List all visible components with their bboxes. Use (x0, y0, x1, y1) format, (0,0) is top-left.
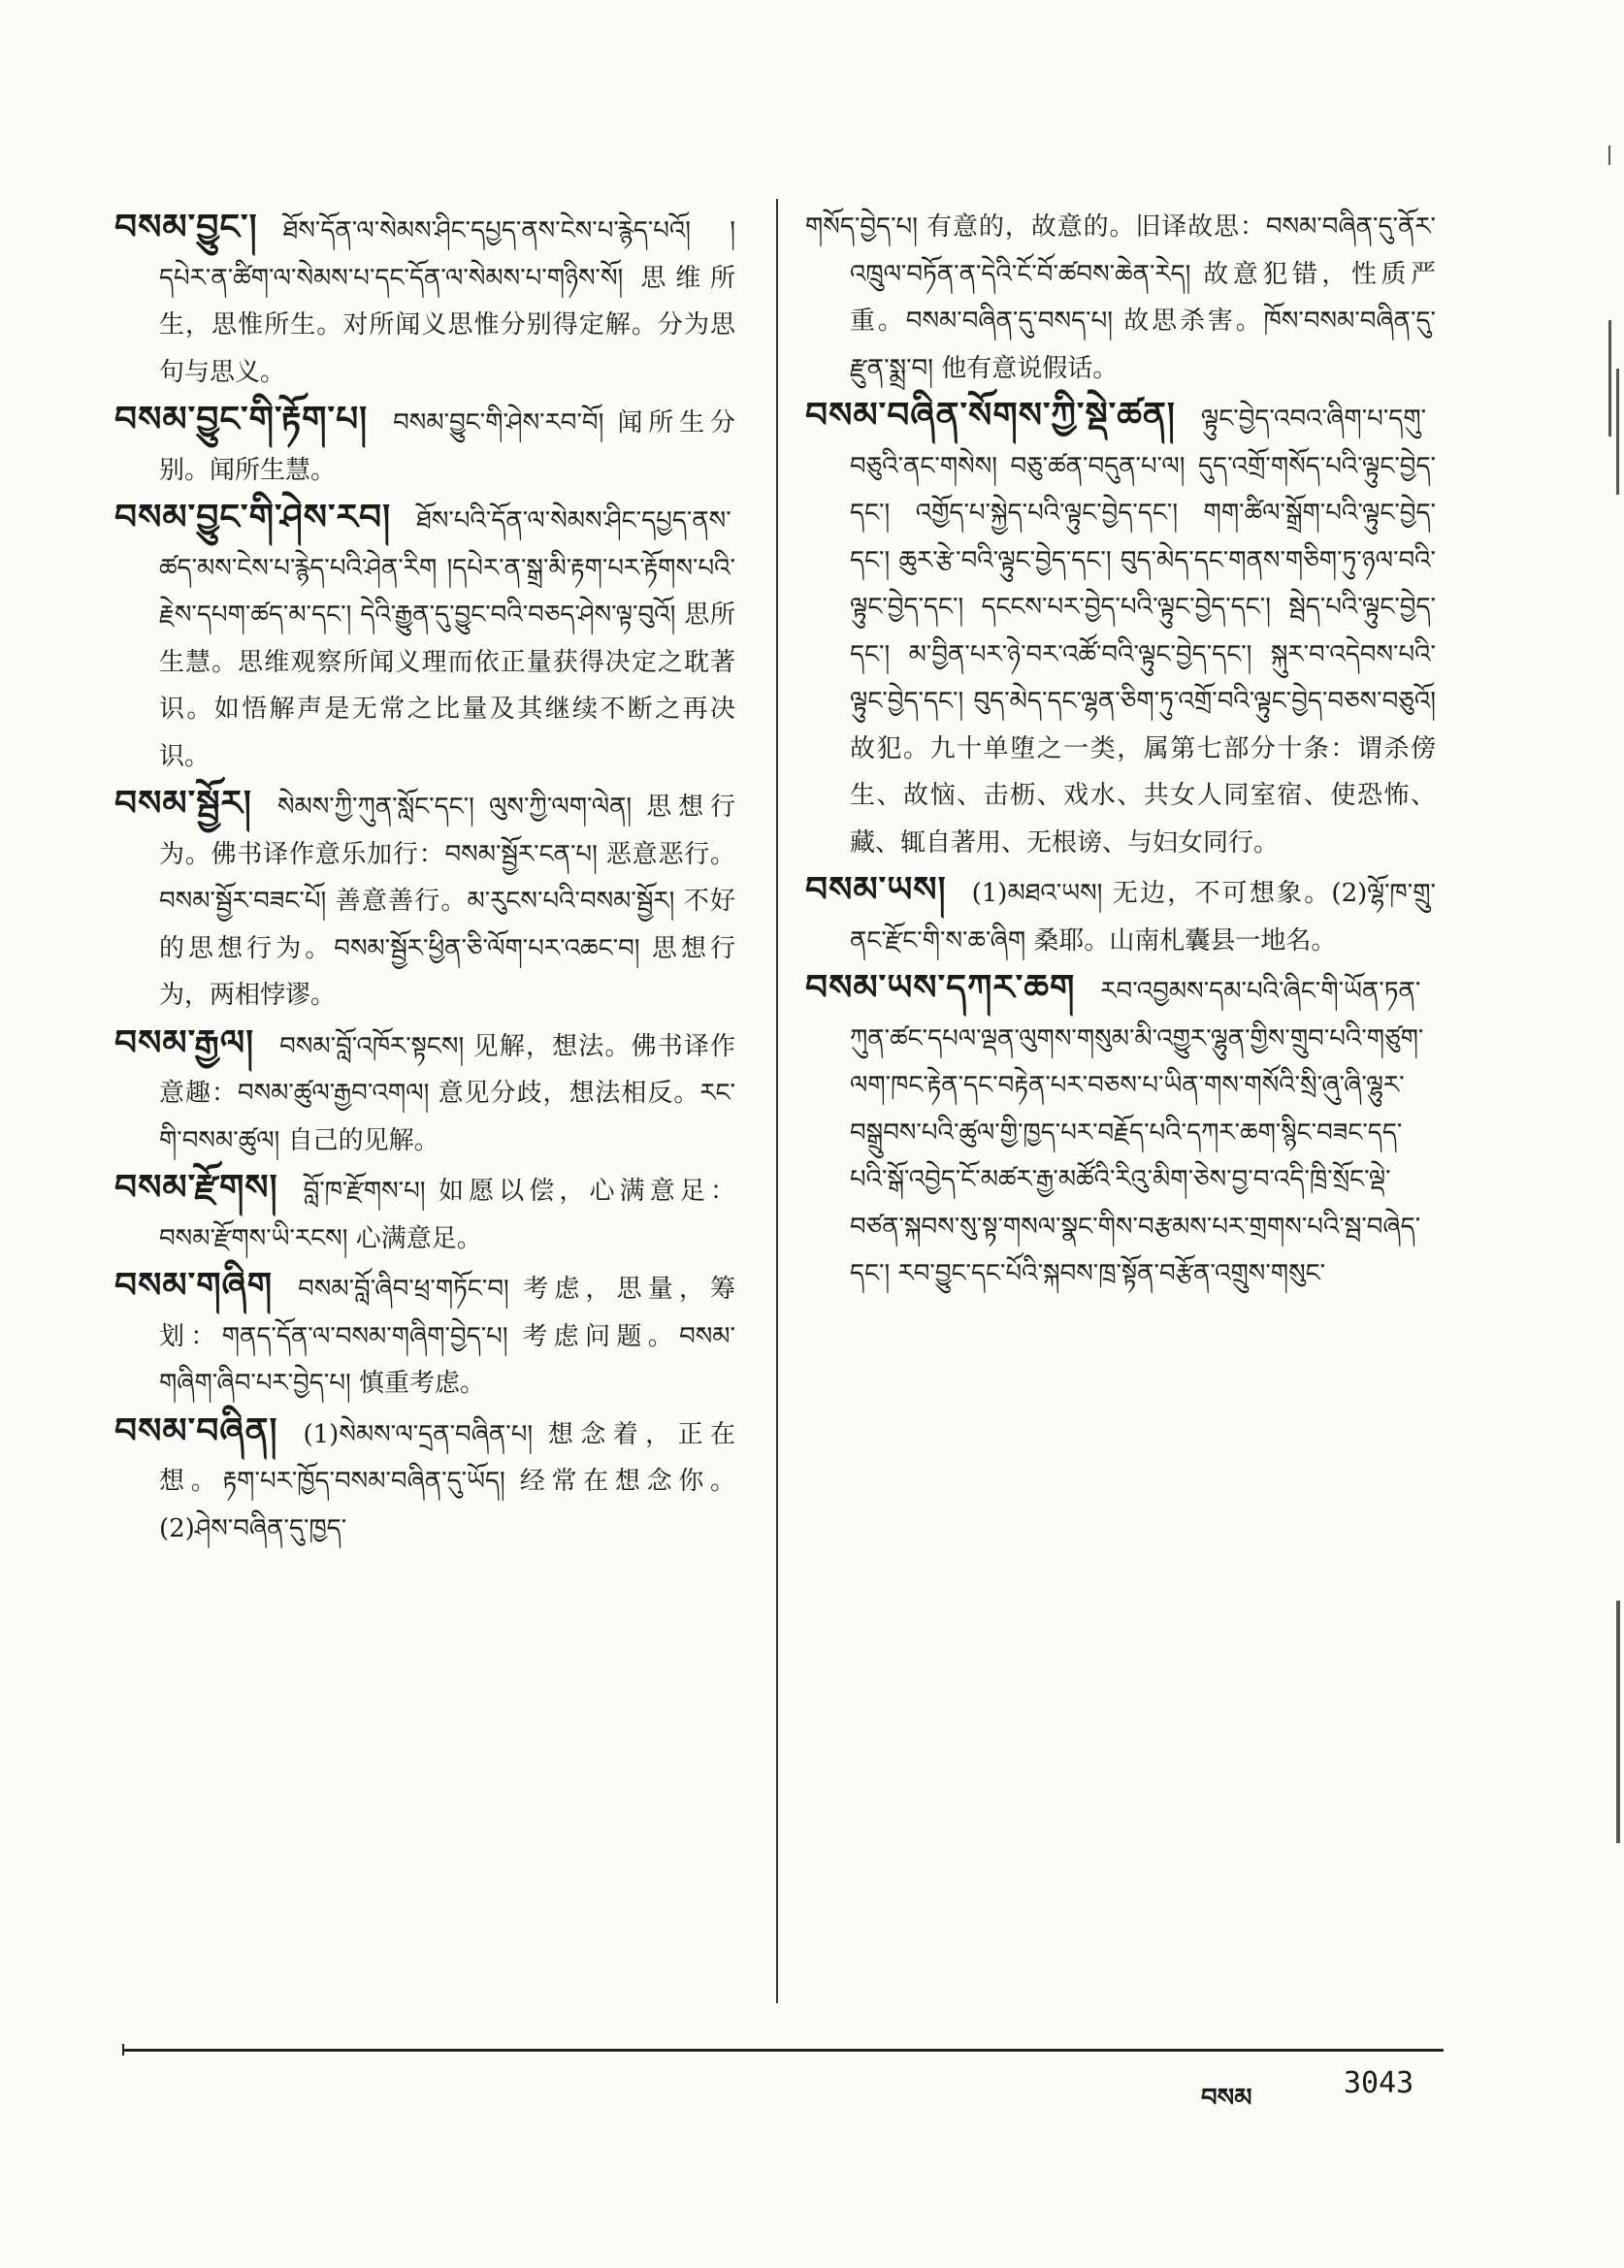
dictionary-entry (114, 494, 735, 780)
headword: བསམ་བྱུང་གི་རྟོག་པ། (114, 399, 369, 439)
dictionary-entry (114, 1408, 735, 1553)
dictionary-entry (114, 1164, 735, 1262)
headword: བསམ་བཞིན། (114, 1409, 278, 1451)
scan-mark (1616, 1601, 1620, 1843)
scan-margin-marks (1566, 0, 1624, 2268)
definition: བློ་ཁ་རྫོགས་པ། 如愿以偿，心满意足：བསམ་རྫོགས་ཡི་རངས། 心满意足。 (159, 1177, 735, 1253)
headword: བསམ་རྫོགས། (114, 1167, 278, 1208)
headword: བསམ་རྒྱལ། (114, 1021, 255, 1063)
definition: བསམ་བློ་ཞིབ་ཕྲ་གཏོང་བ། 考虑，思量，筹划：གནད་དོན་ལ་བསམ་གཞིག་བྱེད་པ། 考虑问题。བསམ་གཞིག་ཞིབ་པར་བྱེད་པ། 慎重考虑。 (159, 1275, 735, 1398)
dictionary-entry (805, 866, 1436, 964)
dictionary-entry (114, 204, 735, 396)
dictionary-entry (805, 392, 1436, 866)
headword: བསམ་བྱུང་གི་ཤེས་རབ། (114, 497, 392, 537)
headword: བསམ་གཞིག (114, 1265, 274, 1306)
dictionary-entry-continuation (805, 204, 1436, 392)
headword: བསམ་བྱུང་། (114, 207, 258, 247)
dictionary-entry (114, 780, 735, 1020)
footer-rule (122, 2049, 1444, 2052)
definition: གསོད་བྱེད་པ། 有意的，故意的。旧译故思：བསམ་བཞིན་དུ་ནོར་འཁྲུལ་བཏོན་ན་དེའི་ངོ་བོ་ཚབས་ཆེན་རེད། 故意犯错，性质严重。བསམ་བཞིན་དུ་བསད་པ། 故思杀害。ཁོས་བསམ་བཞིན་དུ་རྫུན་སྨྲ་བ། 他有意说假话。 (805, 212, 1436, 383)
definition: (1)སེམས་ལ་དྲན་བཞིན་པ། 想念着，正在想。རྟག་པར་ཁྱོད་བསམ་བཞིན་དུ་ཡོད། 经常在想念你。(2)ཤེས་བཞིན་དུ་ཁྱད་ (159, 1419, 735, 1543)
headword: བསམ་སྦྱོར། (114, 783, 252, 824)
dictionary-entry (114, 396, 735, 494)
headword: བསམ་ཡས། (805, 869, 947, 910)
page-number: 3043 (1344, 2066, 1414, 2100)
dictionary-entry (805, 964, 1436, 1298)
scan-mark (1616, 369, 1619, 495)
rule-tick (122, 2044, 124, 2056)
scan-mark (1608, 146, 1610, 165)
definition: བསམ་བློ་འཁོར་སྟངས། 见解，想法。佛书译作意趣：བསམ་ཚུལ་རྒྱབ་འགལ། 意见分歧，想法相反。རང་གི་བསམ་ཚུལ། 自己的见解。 (159, 1031, 735, 1155)
definition: སེམས་ཀྱི་ཀུན་སློང་དང་། ལུས་ཀྱི་ལག་ལེན། 思想行为。佛书译作意乐加行：བསམ་སྦྱོར་ངན་པ། 恶意恶行。བསམ་སྦྱོར་བཟང་པོ། 善意善行。མ་རུངས་པའི་བསམ་སྦྱོར། 不好的思想行为。བསམ་སྦྱོར་ཕྱིན་ཅི་ལོག་པར་འཆང་བ། 思想行为，两相悖谬。 (159, 793, 735, 1010)
scan-mark (1608, 320, 1611, 437)
right-column (805, 204, 1436, 1298)
definition: རབ་འབྱམས་དམ་པའི་ཞིང་གི་ཡོན་ཏན་ཀུན་ཚང་དཔལ་ལྡན་ལུགས་གསུམ་མི་འགྱུར་ལྷུན་གྱིས་གྲུབ་པའི་གཙུག་ལག་ཁང་རྟེན་དང་བརྟེན་པར་བཅས་པ་ཡིན་གས་གསོའི་སྲི་ཞུ་ཞི་ལྷུར་བསྒྲུབས་པའི་ཚུལ་གྱི་ཁྱད་པར་བརྗོད་པའི་དཀར་ཆག་སྙིང་བཟང་དད་པའི་སྒོ་འབྱེད་ངོ་མཚར་རྒྱ་མཚོའི་རིའུ་མིག་ཅེས་བྱ་བ་འདི་ཁྲི་སྲོང་ལྡེ་བཙན་སྐབས་སུ་སྟ་གསལ་སྣང་གིས་བརྩམས་པར་གྲགས་པའི་སྦ་བཞེད་དང་། རབ་བྱུང་དང་པོའི་སྐབས་ཁྲ་སྟོན་བརྩོན་འགྲུས་གསུང་ (850, 977, 1424, 1288)
definition: བསམ་བྱུང་གི་ཤེས་རབ་བོ། 闻所生分别。闻所生慧。 (159, 408, 735, 485)
left-column (114, 204, 735, 1552)
definition: ཐོས་པའི་དོན་ལ་སེམས་ཤིང་དཔྱད་ནས་ཚད་མས་ངེས་པ་རྙེད་པའི་ཤེན་རིག །དཔེར་ན་སྒྲ་མི་རྟག་པར་རྟོགས་པའི་རྗེས་དཔག་ཚད་མ་དང་། དེའི་རྒྱུན་དུ་བྱུང་བའི་བཅད་ཤེས་ལྟ་བུའོ། 思所生慧。思维观察所闻义理而依正量获得决定之耽著识。如悟解声是无常之比量及其继续不断之再决识。 (159, 506, 735, 771)
dictionary-entry (114, 1020, 735, 1165)
headword: བསམ་བཞིན་སོགས་ཀྱི་སྡེ་ཚན། (805, 395, 1176, 436)
dictionary-entry (114, 1262, 735, 1408)
definition: (1)མཐའ་ཡས། 无边，不可想象。(2)ལྷོ་ཁ་གྲུ་ནང་རྫོང་གི་ས་ཆ་ཞིག 桑耶。山南札囊县一地名。 (850, 879, 1436, 956)
guide-word: བསམ (1201, 2084, 1252, 2113)
column-divider (776, 199, 778, 2003)
definition: ལྟུང་བྱེད་འབའ་ཞིག་པ་དགུ་བཅུའི་ནང་གསེས། བཅུ་ཚན་བདུན་པ་ལ། དུད་འགྲོ་གསོད་པའི་ལྟུང་བྱེད་དང་། འགྱོད་པ་སྐྱེད་པའི་ལྟུང་བྱེད་དང་། གག་ཚིལ་སྒྲོག་པའི་ལྟུང་བྱེད་དང་། ཆུར་རྩེ་བའི་ལྟུང་བྱེད་དང་། བུད་མེད་དང་གནས་གཅིག་ཏུ་ཉལ་བའི་ལྟུང་བྱེད་དང་། དངངས་པར་བྱེད་པའི་ལྟུང་བྱེད་དང་། སྦེད་པའི་ལྟུང་བྱེད་དང་། མ་བྱིན་པར་ཉེ་བར་འཚོ་བའི་ལྟུང་བྱེད་དང་། སྐུར་བ་འདེབས་པའི་ལྟུང་བྱེད་དང་། བུད་མེད་དང་ལྷན་ཅིག་ཏུ་འགྲོ་བའི་ལྟུང་བྱེད་བཅས་བཅུའོ། 故犯。九十单堕之一类，属第七部分十条：谓杀傍生、故恼、击枥、戏水、共女人同室宿、使恐怖、藏、辄自著用、无根谤、与妇女同行。 (850, 405, 1436, 858)
headword: བསམ་ཡས་དཀར་ཆག (805, 967, 1076, 1008)
definition: ཐོས་དོན་ལ་སེམས་ཤིང་དཔྱད་ནས་ངེས་པ་རྙེད་པའོ། །དཔེར་ན་ཚིག་ལ་སེམས་པ་དང་དོན་ལ་སེམས་པ་གཉིས་སོ། 思维所生，思惟所生。对所闻义思惟分别得定解。分为思句与思义。 (159, 216, 735, 387)
